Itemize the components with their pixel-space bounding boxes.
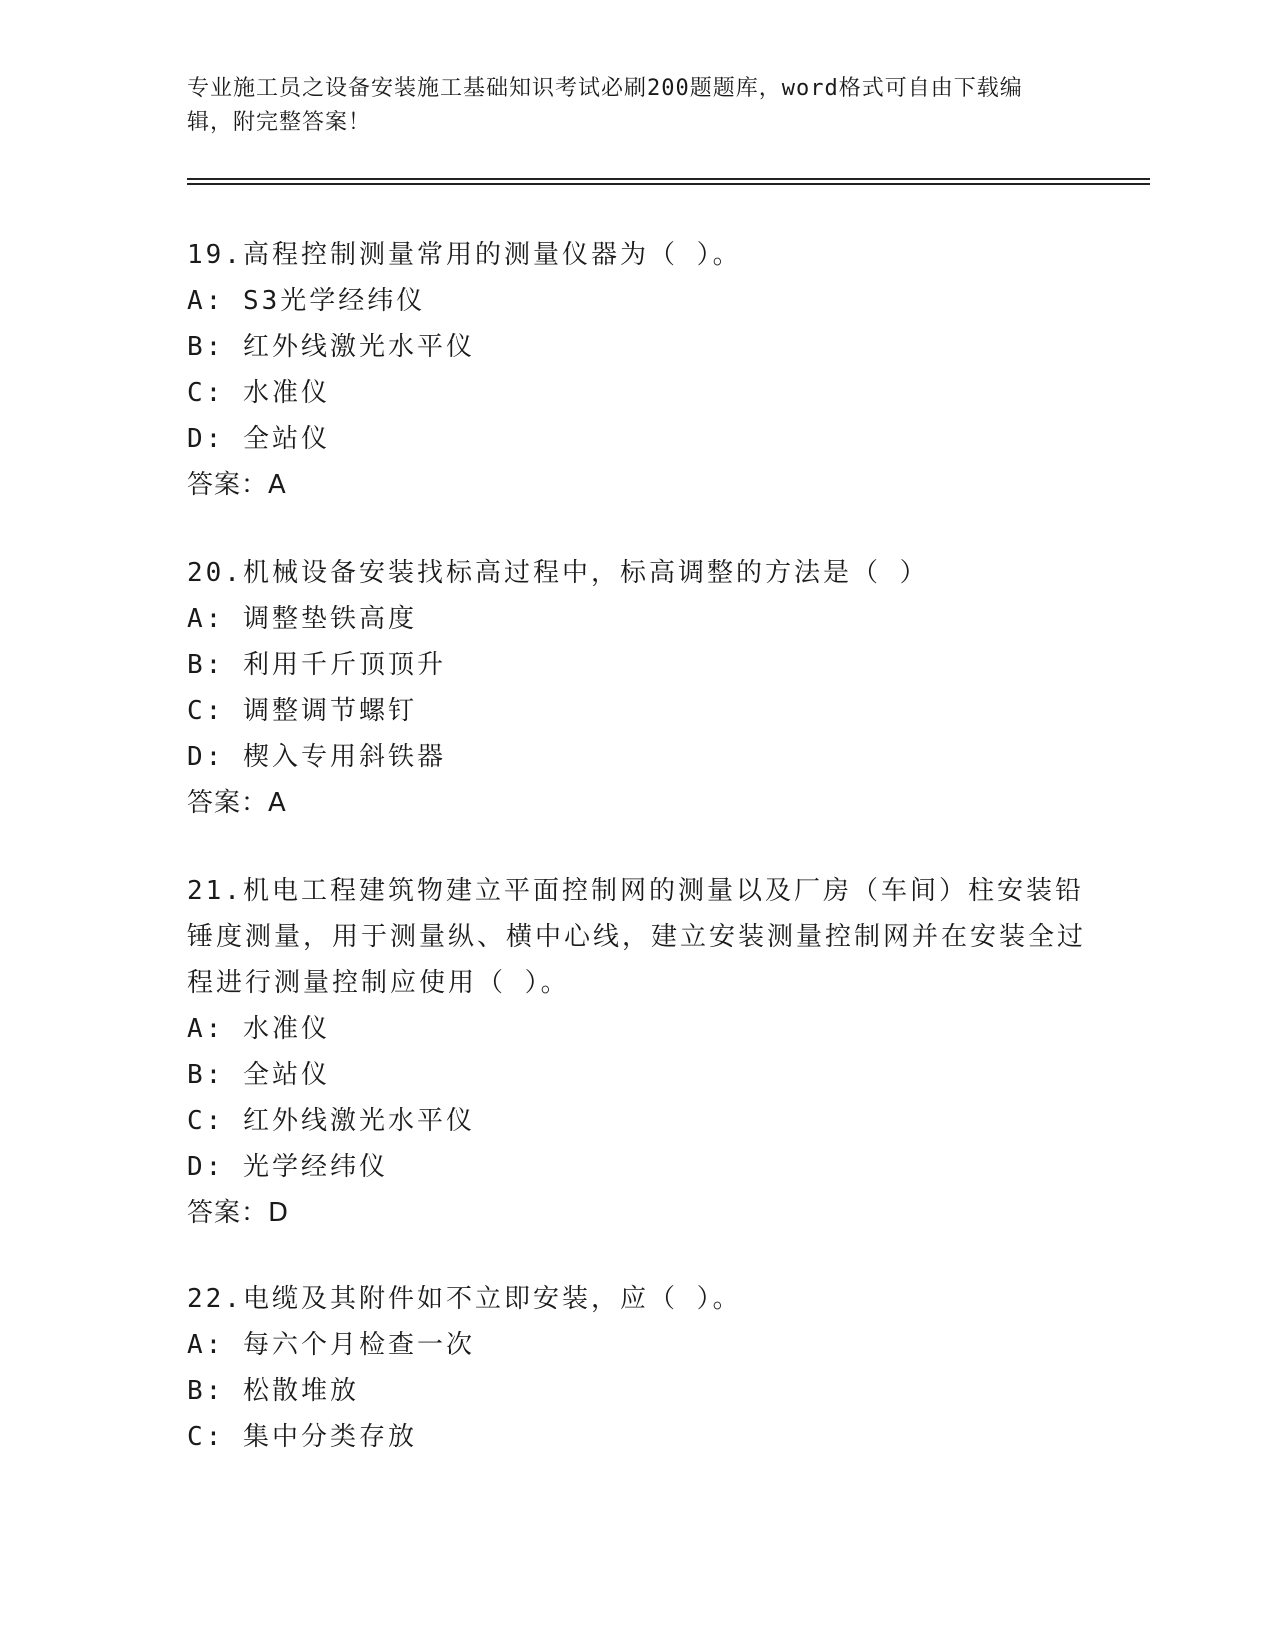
option-b: B: 红外线激光水平仪	[187, 332, 475, 362]
document-header: 专业施工员之设备安装施工基础知识考试必刷200题题库，word格式可自由下载编辑，附完整答案！	[187, 76, 1023, 135]
question-20	[187, 550, 1087, 826]
option-d: D: 楔入专用斜铁器	[187, 742, 446, 772]
question-stem: 19.高程控制测量常用的测量仪器为（ ）。	[187, 240, 742, 270]
option-d: D: 光学经纬仪	[187, 1152, 388, 1182]
option-a: A: S3光学经纬仪	[187, 286, 426, 316]
option-a: A: 调整垫铁高度	[187, 604, 417, 634]
question-21	[187, 868, 1087, 1236]
answer: 答案：D	[187, 1198, 290, 1228]
option-b: B: 松散堆放	[187, 1376, 359, 1406]
question-stem: 20.机械设备安装找标高过程中，标高调整的方法是（ ）	[187, 558, 929, 588]
option-b: B: 全站仪	[187, 1060, 330, 1090]
question-19	[187, 232, 1087, 508]
question-22	[187, 1276, 1087, 1460]
option-c: C: 调整调节螺钉	[187, 696, 417, 726]
question-stem: 21.机电工程建筑物建立平面控制网的测量以及厂房（车间）柱安装铅锤度测量，用于测量纵、横中心线，建立安装测量控制网并在安装全过程进行测量控制应使用（ ）。	[187, 876, 1087, 998]
header-divider-top	[187, 178, 1150, 180]
question-stem: 22.电缆及其附件如不立即安装，应（ ）。	[187, 1284, 742, 1314]
option-b: B: 利用千斤顶顶升	[187, 650, 446, 680]
answer: 答案：A	[187, 788, 287, 818]
option-c: C: 集中分类存放	[187, 1422, 417, 1452]
option-a: A: 每六个月检查一次	[187, 1330, 475, 1360]
option-c: C: 水准仪	[187, 378, 330, 408]
answer: 答案：A	[187, 470, 287, 500]
header-divider-bottom	[187, 183, 1150, 185]
option-c: C: 红外线激光水平仪	[187, 1106, 475, 1136]
option-d: D: 全站仪	[187, 424, 330, 454]
option-a: A: 水准仪	[187, 1014, 330, 1044]
